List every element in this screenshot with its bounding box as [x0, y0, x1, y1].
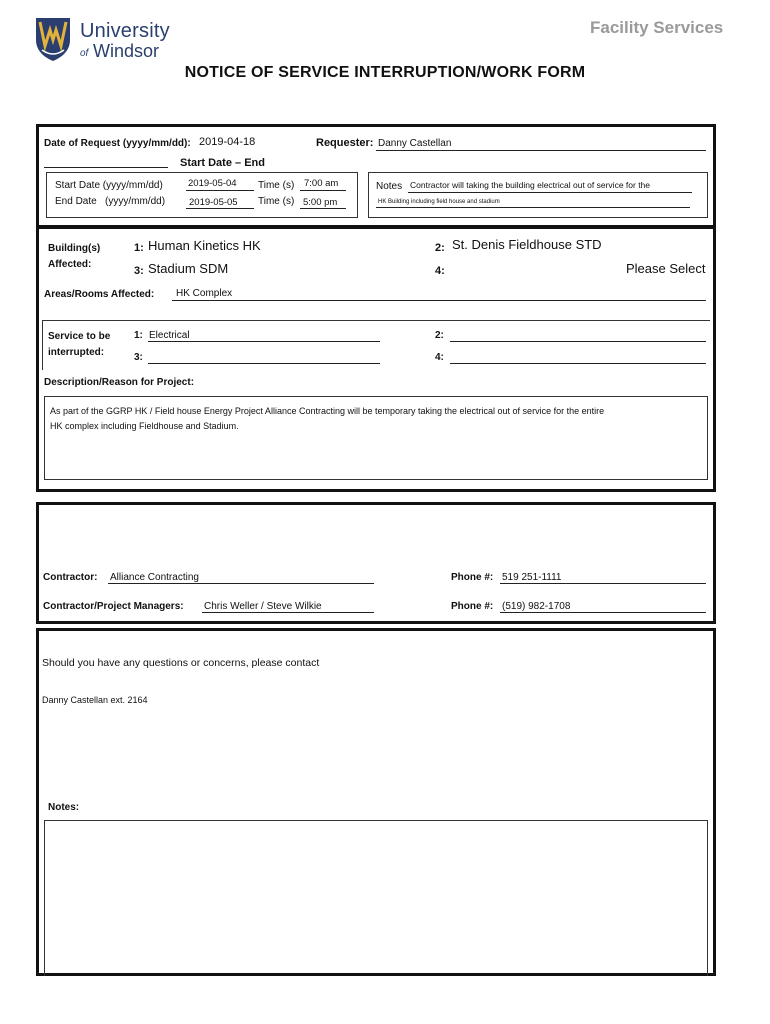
building-4-number: 4: — [435, 265, 445, 277]
managers-label: Contractor/Project Managers: — [43, 601, 184, 612]
description-label: Description/Reason for Project: — [44, 377, 195, 388]
schedule-notes-field-2[interactable] — [376, 198, 690, 208]
university-shield-icon — [34, 16, 72, 62]
managers-phone-field[interactable] — [500, 600, 706, 613]
date-of-request-field[interactable]: 2019-04-18 — [199, 136, 256, 148]
requester-label: Requester: — [316, 137, 374, 149]
end-date-value: 2019-05-05 — [189, 197, 238, 208]
service-2-field[interactable] — [450, 329, 706, 342]
schedule-notes-label: Notes — [376, 181, 403, 192]
schedule-notes-field[interactable] — [408, 180, 692, 193]
service-3-number: 3: — [134, 352, 143, 363]
managers-value: Chris Weller / Steve Wilkie — [204, 601, 322, 612]
areas-field[interactable] — [172, 288, 706, 301]
contractor-phone-value: 519 251-1111 — [502, 572, 562, 583]
schedule-notes-line2: HK Building including field house and stadium — [378, 199, 500, 205]
end-date-label: End Date (yyyy/mm/dd) — [55, 196, 166, 207]
service-label-2: interrupted: — [48, 347, 105, 358]
contractor-phone-field[interactable] — [500, 571, 706, 584]
building-1-number: 1: — [134, 242, 144, 254]
areas-label: Areas/Rooms Affected: — [44, 289, 155, 300]
start-time-value: 7:00 am — [304, 178, 339, 189]
contact-prompt: Should you have any questions or concerns, please contact — [42, 657, 320, 669]
service-1-number: 1: — [134, 330, 143, 341]
notes-field[interactable] — [44, 820, 708, 976]
brand-windsor-text: Windsor — [93, 41, 160, 61]
service-3-field[interactable] — [148, 351, 380, 364]
buildings-label-1: Building(s) — [48, 243, 101, 254]
building-4-select[interactable]: Please Select — [626, 261, 706, 276]
contact-person: Danny Castellan ext. 2164 — [42, 695, 148, 705]
areas-value: HK Complex — [176, 288, 233, 299]
start-time-field[interactable] — [300, 178, 346, 191]
requester-value: Danny Castellan — [378, 138, 452, 149]
service-4-number: 4: — [435, 352, 444, 363]
end-time-label: Time (s) — [258, 196, 295, 207]
start-date-value: 2019-05-04 — [188, 178, 237, 189]
start-end-underline — [44, 158, 168, 168]
notes-label: Notes: — [48, 802, 80, 813]
brand-university-text: University — [80, 20, 170, 42]
contractor-label: Contractor: — [43, 572, 98, 583]
building-1-select[interactable]: Human Kinetics HK — [148, 238, 261, 253]
building-3-number: 3: — [134, 265, 144, 277]
buildings-label-2: Affected: — [48, 259, 92, 270]
service-2-number: 2: — [435, 330, 444, 341]
service-1-value: Electrical — [149, 330, 190, 341]
start-date-label: Start Date (yyyy/mm/dd) — [55, 180, 163, 191]
end-time-value: 5:00 pm — [303, 197, 338, 208]
service-label-1: Service to be — [48, 331, 111, 342]
requester-field[interactable] — [376, 137, 706, 151]
department-name: Facility Services — [590, 18, 724, 37]
managers-phone-value: (519) 982-1708 — [502, 601, 571, 612]
end-date-field[interactable] — [186, 196, 254, 209]
service-4-field[interactable] — [450, 351, 706, 364]
start-date-field[interactable] — [186, 178, 254, 191]
schedule-notes-line1: Contractor will taking the building electrical out of service for the — [410, 180, 651, 190]
end-time-field[interactable] — [300, 196, 346, 209]
date-of-request-label: Date of Request (yyyy/mm/dd): — [44, 138, 191, 149]
description-text-1: As part of the GGRP HK / Field house Energy Project Alliance Contracting will be temporary taking the electrical out of service for the entire — [50, 406, 605, 416]
building-2-select[interactable]: St. Denis Fieldhouse STD — [452, 237, 602, 252]
contractor-field[interactable] — [108, 571, 374, 584]
form-title: NOTICE OF SERVICE INTERRUPTION/WORK FORM — [184, 64, 586, 81]
contractor-value: Alliance Contracting — [110, 572, 199, 583]
building-3-select[interactable]: Stadium SDM — [148, 261, 229, 276]
start-time-label: Time (s) — [258, 180, 295, 191]
service-1-field[interactable] — [148, 329, 380, 342]
notes-box — [368, 172, 708, 218]
contractor-phone-label: Phone #: — [451, 572, 494, 583]
building-2-number: 2: — [435, 242, 445, 254]
brand-of-text: of — [80, 48, 89, 59]
start-end-label: Start Date – End — [180, 157, 265, 169]
managers-field[interactable] — [202, 600, 374, 613]
description-text-2: HK complex including Fieldhouse and Stadium. — [50, 421, 239, 431]
managers-phone-label: Phone #: — [451, 601, 494, 612]
